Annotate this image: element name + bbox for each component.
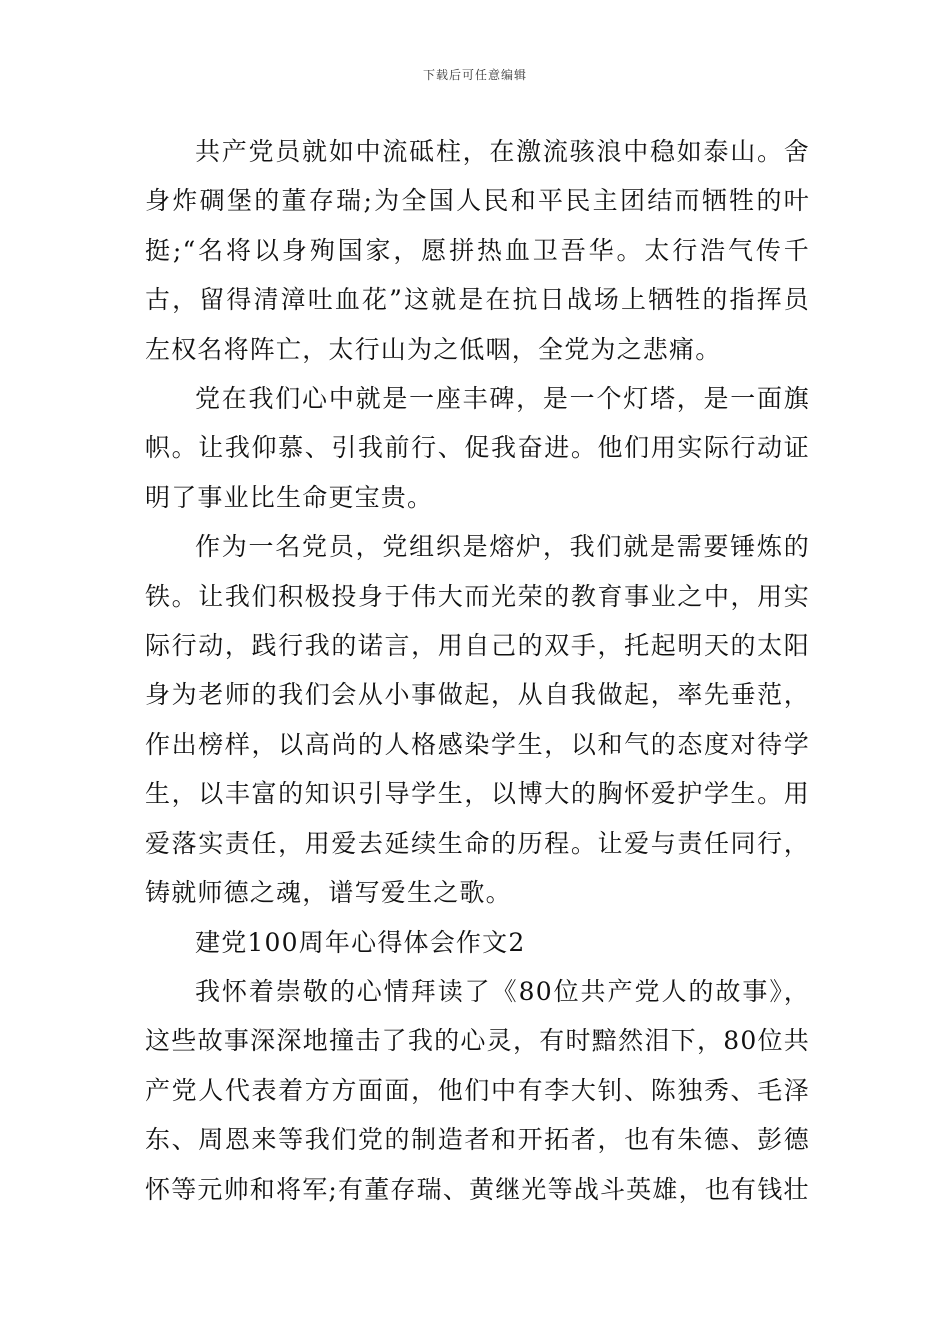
paragraph-2: 党在我们心中就是一座丰碑，是一个灯塔，是一面旗帜。让我仰慕、引我前行、促我奋进。他们用实际行动证明了事业比生命更宝贵。 [145, 384, 810, 512]
paragraph-3: 作为一名党员，党组织是熔炉，我们就是需要锤炼的铁。让我们积极投身于伟大而光荣的教育事业之中，用实际行动，践行我的诺言，用自己的双手，托起明天的太阳身为老师的我们会从小事做起，从自我做起，率先垂范，作出榜样，以高尚的人格感染学生，以和气的态度对待学生，以丰富的知识引导学生，以博大的胸怀爱护学生。用爱落实责任，用爱去延续生命的历程。让爱与责任同行，铸就师德之魂，谱写爱生之歌。 [145, 532, 810, 908]
page-header: 下载后可任意编辑 [422, 68, 527, 82]
document-body [145, 127, 810, 1214]
paragraph-1: 共产党员就如中流砥柱，在激流骇浪中稳如泰山。舍身炸碉堡的董存瑞;为全国人民和平民主团结而牺牲的叶挺;“名将以身殉国家，愿拼热血卫吾华。太行浩气传千古，留得清漳吐血花”这就是在抗日战场上牺牲的指挥员左权名将阵亡，太行山为之低咽，全党为之悲痛。 [145, 137, 810, 364]
paragraph-4: 我怀着崇敬的心情拜读了《80位共产党人的故事》，这些故事深深地撞击了我的心灵，有时黯然泪下，80位共产党人代表着方方面面，他们中有李大钊、陈独秀、毛泽东、周恩来等我们党的制造者和开拓者，也有朱德、彭德怀等元帅和将军;有董存瑞、黄继光等战斗英雄，也有钱壮 [145, 976, 810, 1204]
section-heading: 建党100周年心得体会作文2 [195, 927, 526, 957]
